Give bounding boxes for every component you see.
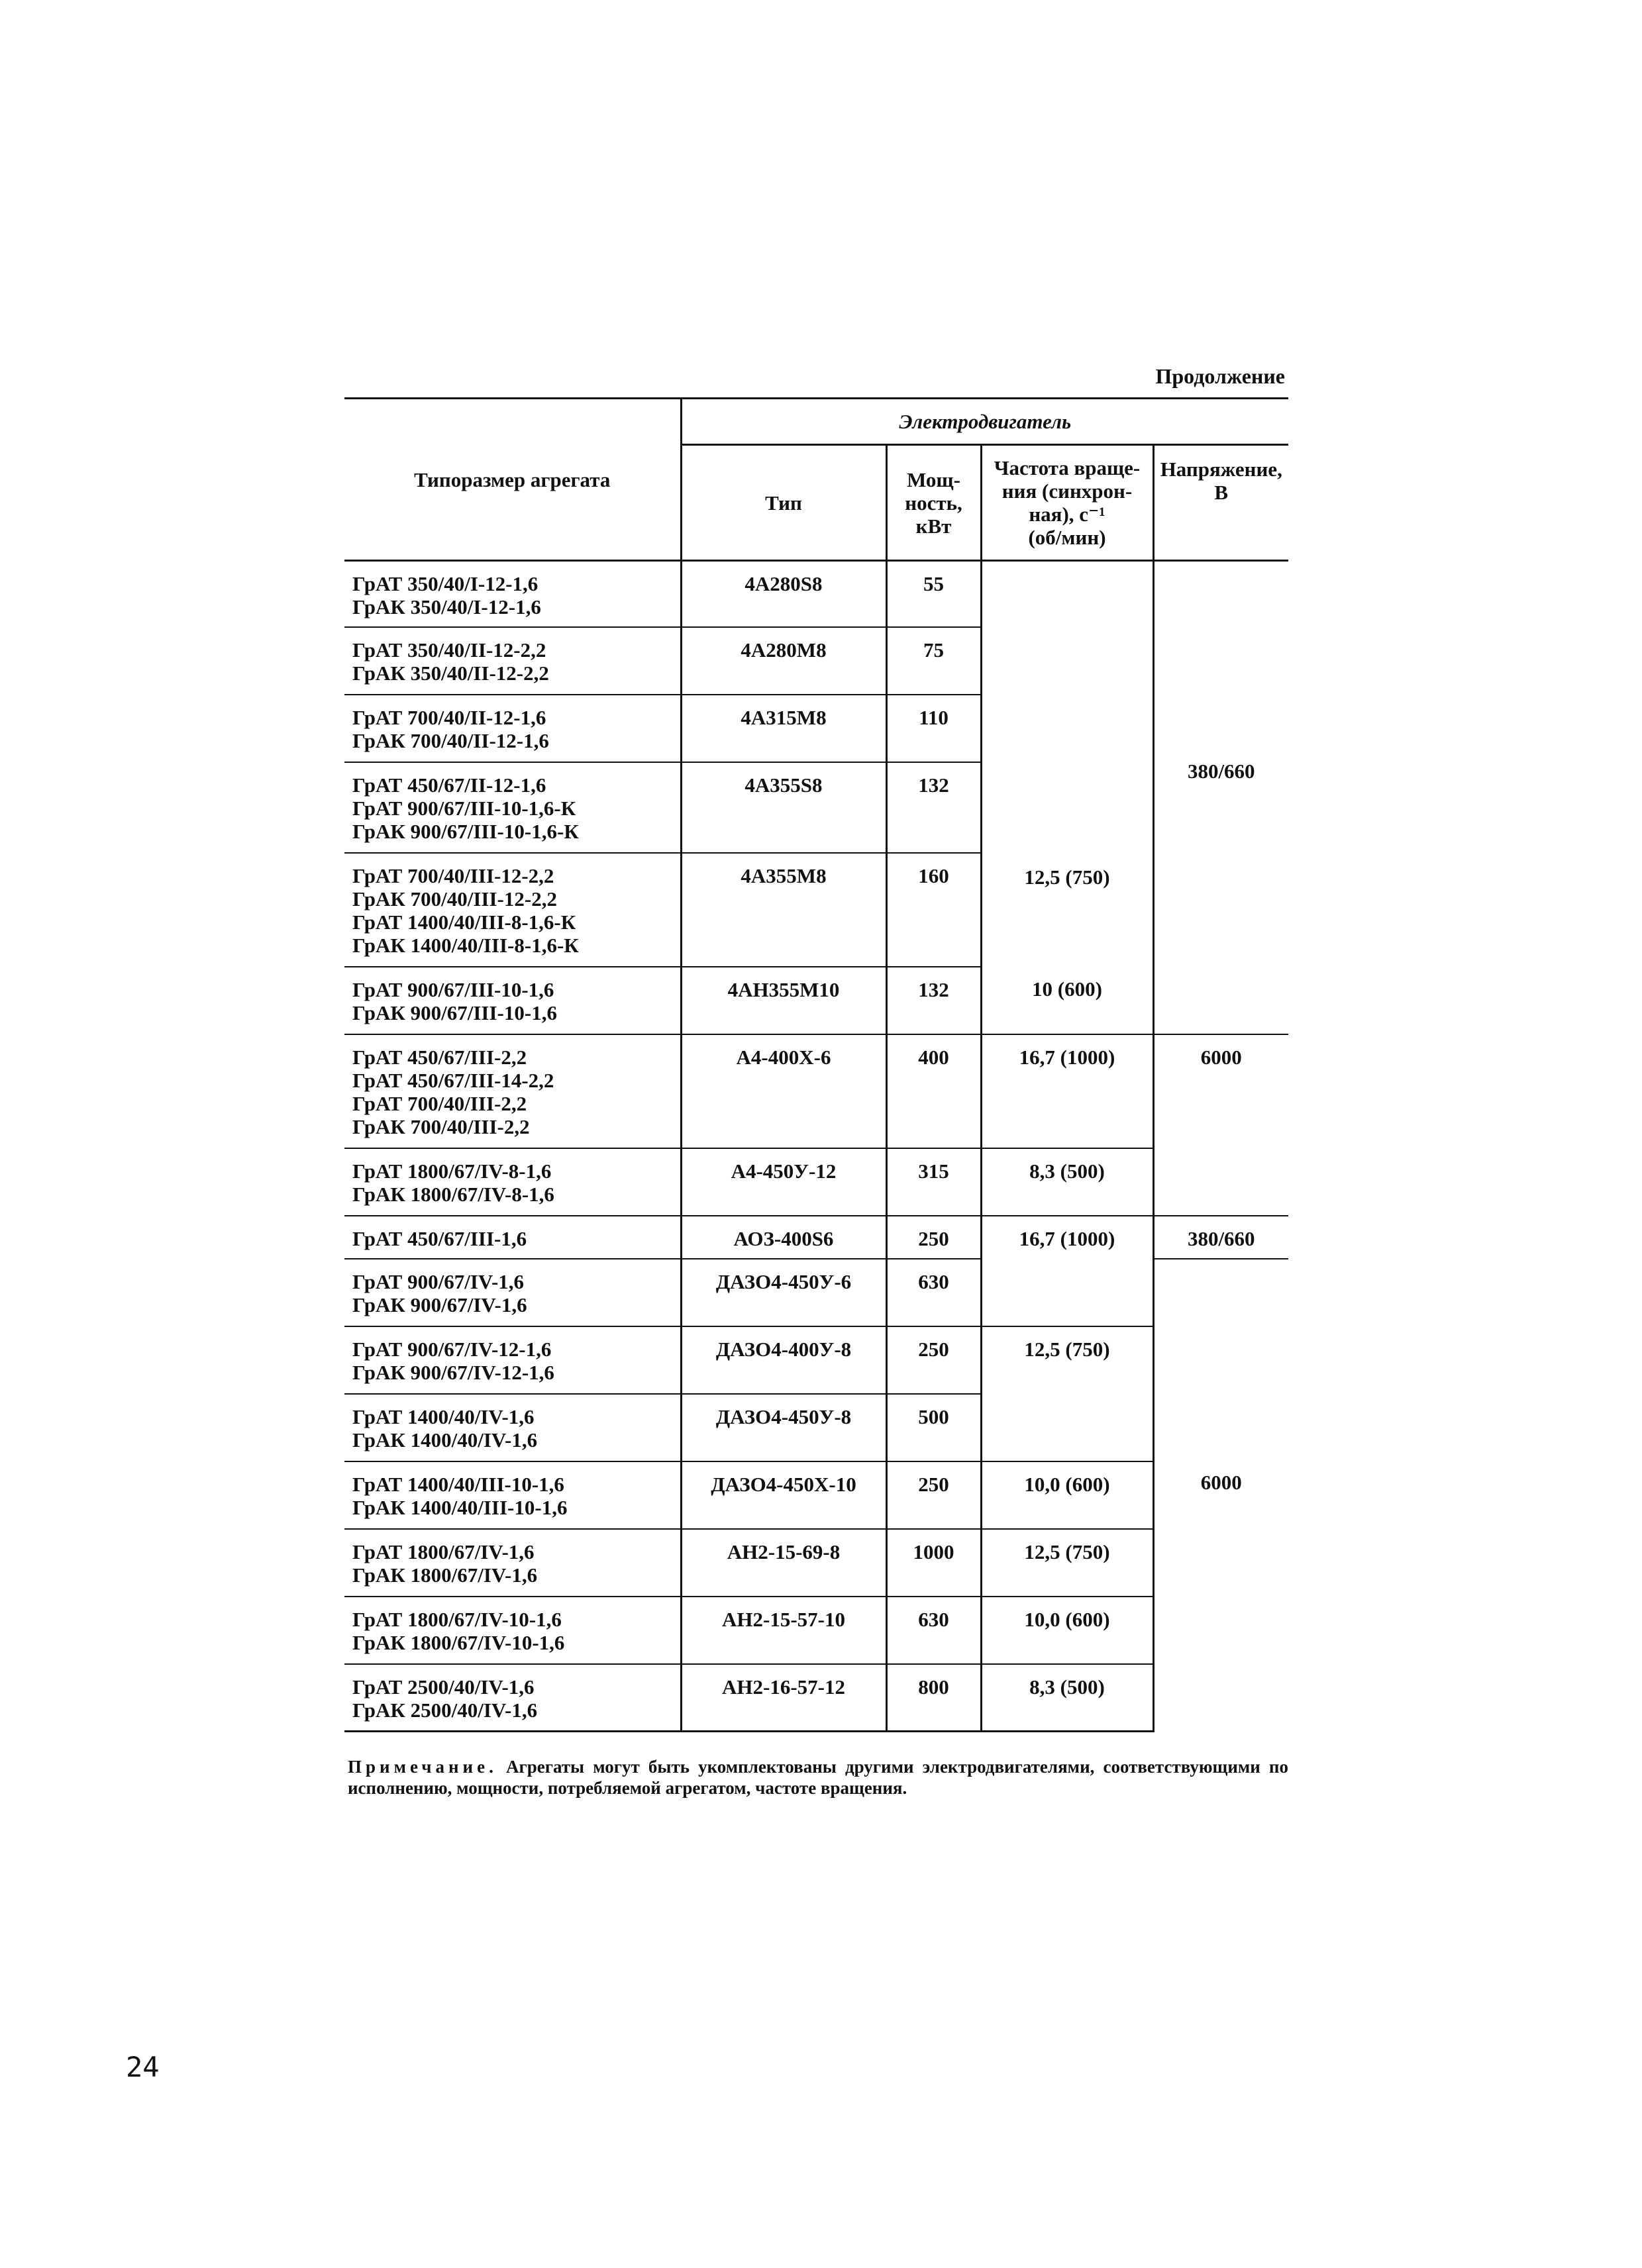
row-power: 110 [886, 695, 981, 762]
row-agregat: ГрАТ 350/40/I-12-1,6 ГрАК 350/40/I-12-1,6 [344, 561, 681, 627]
row-type: ДАЗО4-450Х-10 [681, 1461, 886, 1529]
row-type: АН2-15-57-10 [681, 1597, 886, 1664]
header-type: Тип [681, 445, 886, 561]
frequency-cell: 8,3 (500) [981, 1664, 1153, 1732]
row-power: 800 [886, 1664, 981, 1732]
row-agregat: ГрАТ 900/67/IV-12-1,6 ГрАК 900/67/IV-12-1,6 [344, 1326, 681, 1394]
row-power: 1000 [886, 1529, 981, 1597]
header-power: Мощ- ность, кВт [886, 445, 981, 561]
header-frequency: Частота враще- ния (синхрон- ная), с⁻¹ (об/мин) [981, 445, 1153, 561]
row-type: 4А355М8 [681, 853, 886, 967]
motor-spec-table [344, 397, 1288, 1732]
row-type: ДАЗО4-450У-6 [681, 1259, 886, 1326]
page-number: 24 [126, 2051, 160, 2083]
frequency-cell: 16,7 (1000) [981, 1034, 1153, 1148]
voltage-cell: 380/660 [1153, 561, 1288, 1034]
row-agregat: ГрАТ 1800/67/IV-8-1,6 ГрАК 1800/67/IV-8-1,6 [344, 1148, 681, 1216]
voltage-cell: 6000 [1153, 1034, 1288, 1216]
row-power: 55 [886, 561, 981, 627]
row-type: 4А280S8 [681, 561, 886, 627]
row-agregat: ГрАТ 2500/40/IV-1,6 ГрАК 2500/40/IV-1,6 [344, 1664, 681, 1732]
row-agregat: ГрАТ 700/40/II-12-1,6 ГрАК 700/40/II-12-1,6 [344, 695, 681, 762]
row-type: 4А280М8 [681, 627, 886, 695]
row-power: 250 [886, 1216, 981, 1259]
row-type: А4-400Х-6 [681, 1034, 886, 1148]
row-agregat: ГрАТ 450/67/II-12-1,6 ГрАТ 900/67/III-10-1,6-К ГрАК 900/67/III-10-1,6-К [344, 762, 681, 853]
footnote [348, 1756, 1288, 1799]
frequency-cell: 12,5 (750) [981, 1326, 1153, 1461]
row-type: АОЗ-400S6 [681, 1216, 886, 1259]
row-agregat: ГрАТ 1800/67/IV-1,6 ГрАК 1800/67/IV-1,6 [344, 1529, 681, 1597]
frequency-cell: 12,5 (750) [981, 561, 1153, 967]
row-agregat: ГрАТ 1400/40/IV-1,6 ГрАК 1400/40/IV-1,6 [344, 1394, 681, 1461]
row-type: АН2-16-57-12 [681, 1664, 886, 1732]
row-power: 160 [886, 853, 981, 967]
row-power: 250 [886, 1461, 981, 1529]
frequency-cell: 10,0 (600) [981, 1597, 1153, 1664]
row-agregat: ГрАТ 450/67/III-2,2 ГрАТ 450/67/III-14-2,2 ГрАТ 700/40/III-2,2 ГрАК 700/40/III-2,2 [344, 1034, 681, 1148]
row-agregat: ГрАТ 450/67/III-1,6 [344, 1216, 681, 1259]
header-voltage: Напряжение, В [1153, 445, 1288, 561]
row-power: 400 [886, 1034, 981, 1148]
row-type: А4-450У-12 [681, 1148, 886, 1216]
row-type: 4А315М8 [681, 695, 886, 762]
row-power: 630 [886, 1597, 981, 1664]
frequency-cell: 10,0 (600) [981, 1461, 1153, 1529]
frequency-cell: 12,5 (750) [981, 1529, 1153, 1597]
row-power: 132 [886, 967, 981, 1034]
row-power: 132 [886, 762, 981, 853]
voltage-cell: 380/660 [1153, 1216, 1288, 1259]
voltage-cell: 6000 [1153, 1259, 1288, 1732]
continuation-label: Продолжение [1155, 364, 1285, 388]
row-type: ДАЗО4-400У-8 [681, 1326, 886, 1394]
row-agregat: ГрАТ 900/67/III-10-1,6 ГрАК 900/67/III-10-1,6 [344, 967, 681, 1034]
footnote-text: Агрегаты могут быть укомплектованы другими электродвигателями, соответствующими по исполнению, мощности, потребляемой агрегатом, частоте вращения. [348, 1757, 1288, 1798]
footnote-lead: Примечание. [348, 1757, 497, 1777]
row-agregat: ГрАТ 700/40/III-12-2,2 ГрАК 700/40/III-12-2,2 ГрАТ 1400/40/III-8-1,6-К ГрАК 1400/40/III-8-1,6-К [344, 853, 681, 967]
header-motor-group: Электродвигатель [681, 399, 1288, 445]
row-agregat: ГрАТ 1800/67/IV-10-1,6 ГрАК 1800/67/IV-10-1,6 [344, 1597, 681, 1664]
frequency-cell: 8,3 (500) [981, 1148, 1153, 1216]
row-type: ДАЗО4-450У-8 [681, 1394, 886, 1461]
frequency-cell: 10 (600) [981, 967, 1153, 1034]
row-type: 4А355S8 [681, 762, 886, 853]
row-power: 75 [886, 627, 981, 695]
row-power: 630 [886, 1259, 981, 1326]
row-agregat: ГрАТ 900/67/IV-1,6 ГрАК 900/67/IV-1,6 [344, 1259, 681, 1326]
row-power: 315 [886, 1148, 981, 1216]
row-agregat: ГрАТ 1400/40/III-10-1,6 ГрАК 1400/40/III-10-1,6 [344, 1461, 681, 1529]
header-agregat: Типоразмер агрегата [344, 399, 681, 561]
row-type: 4АН355М10 [681, 967, 886, 1034]
frequency-cell: 16,7 (1000) [981, 1216, 1153, 1326]
row-power: 500 [886, 1394, 981, 1461]
row-type: АН2-15-69-8 [681, 1529, 886, 1597]
row-power: 250 [886, 1326, 981, 1394]
row-agregat: ГрАТ 350/40/II-12-2,2 ГрАК 350/40/II-12-2,2 [344, 627, 681, 695]
